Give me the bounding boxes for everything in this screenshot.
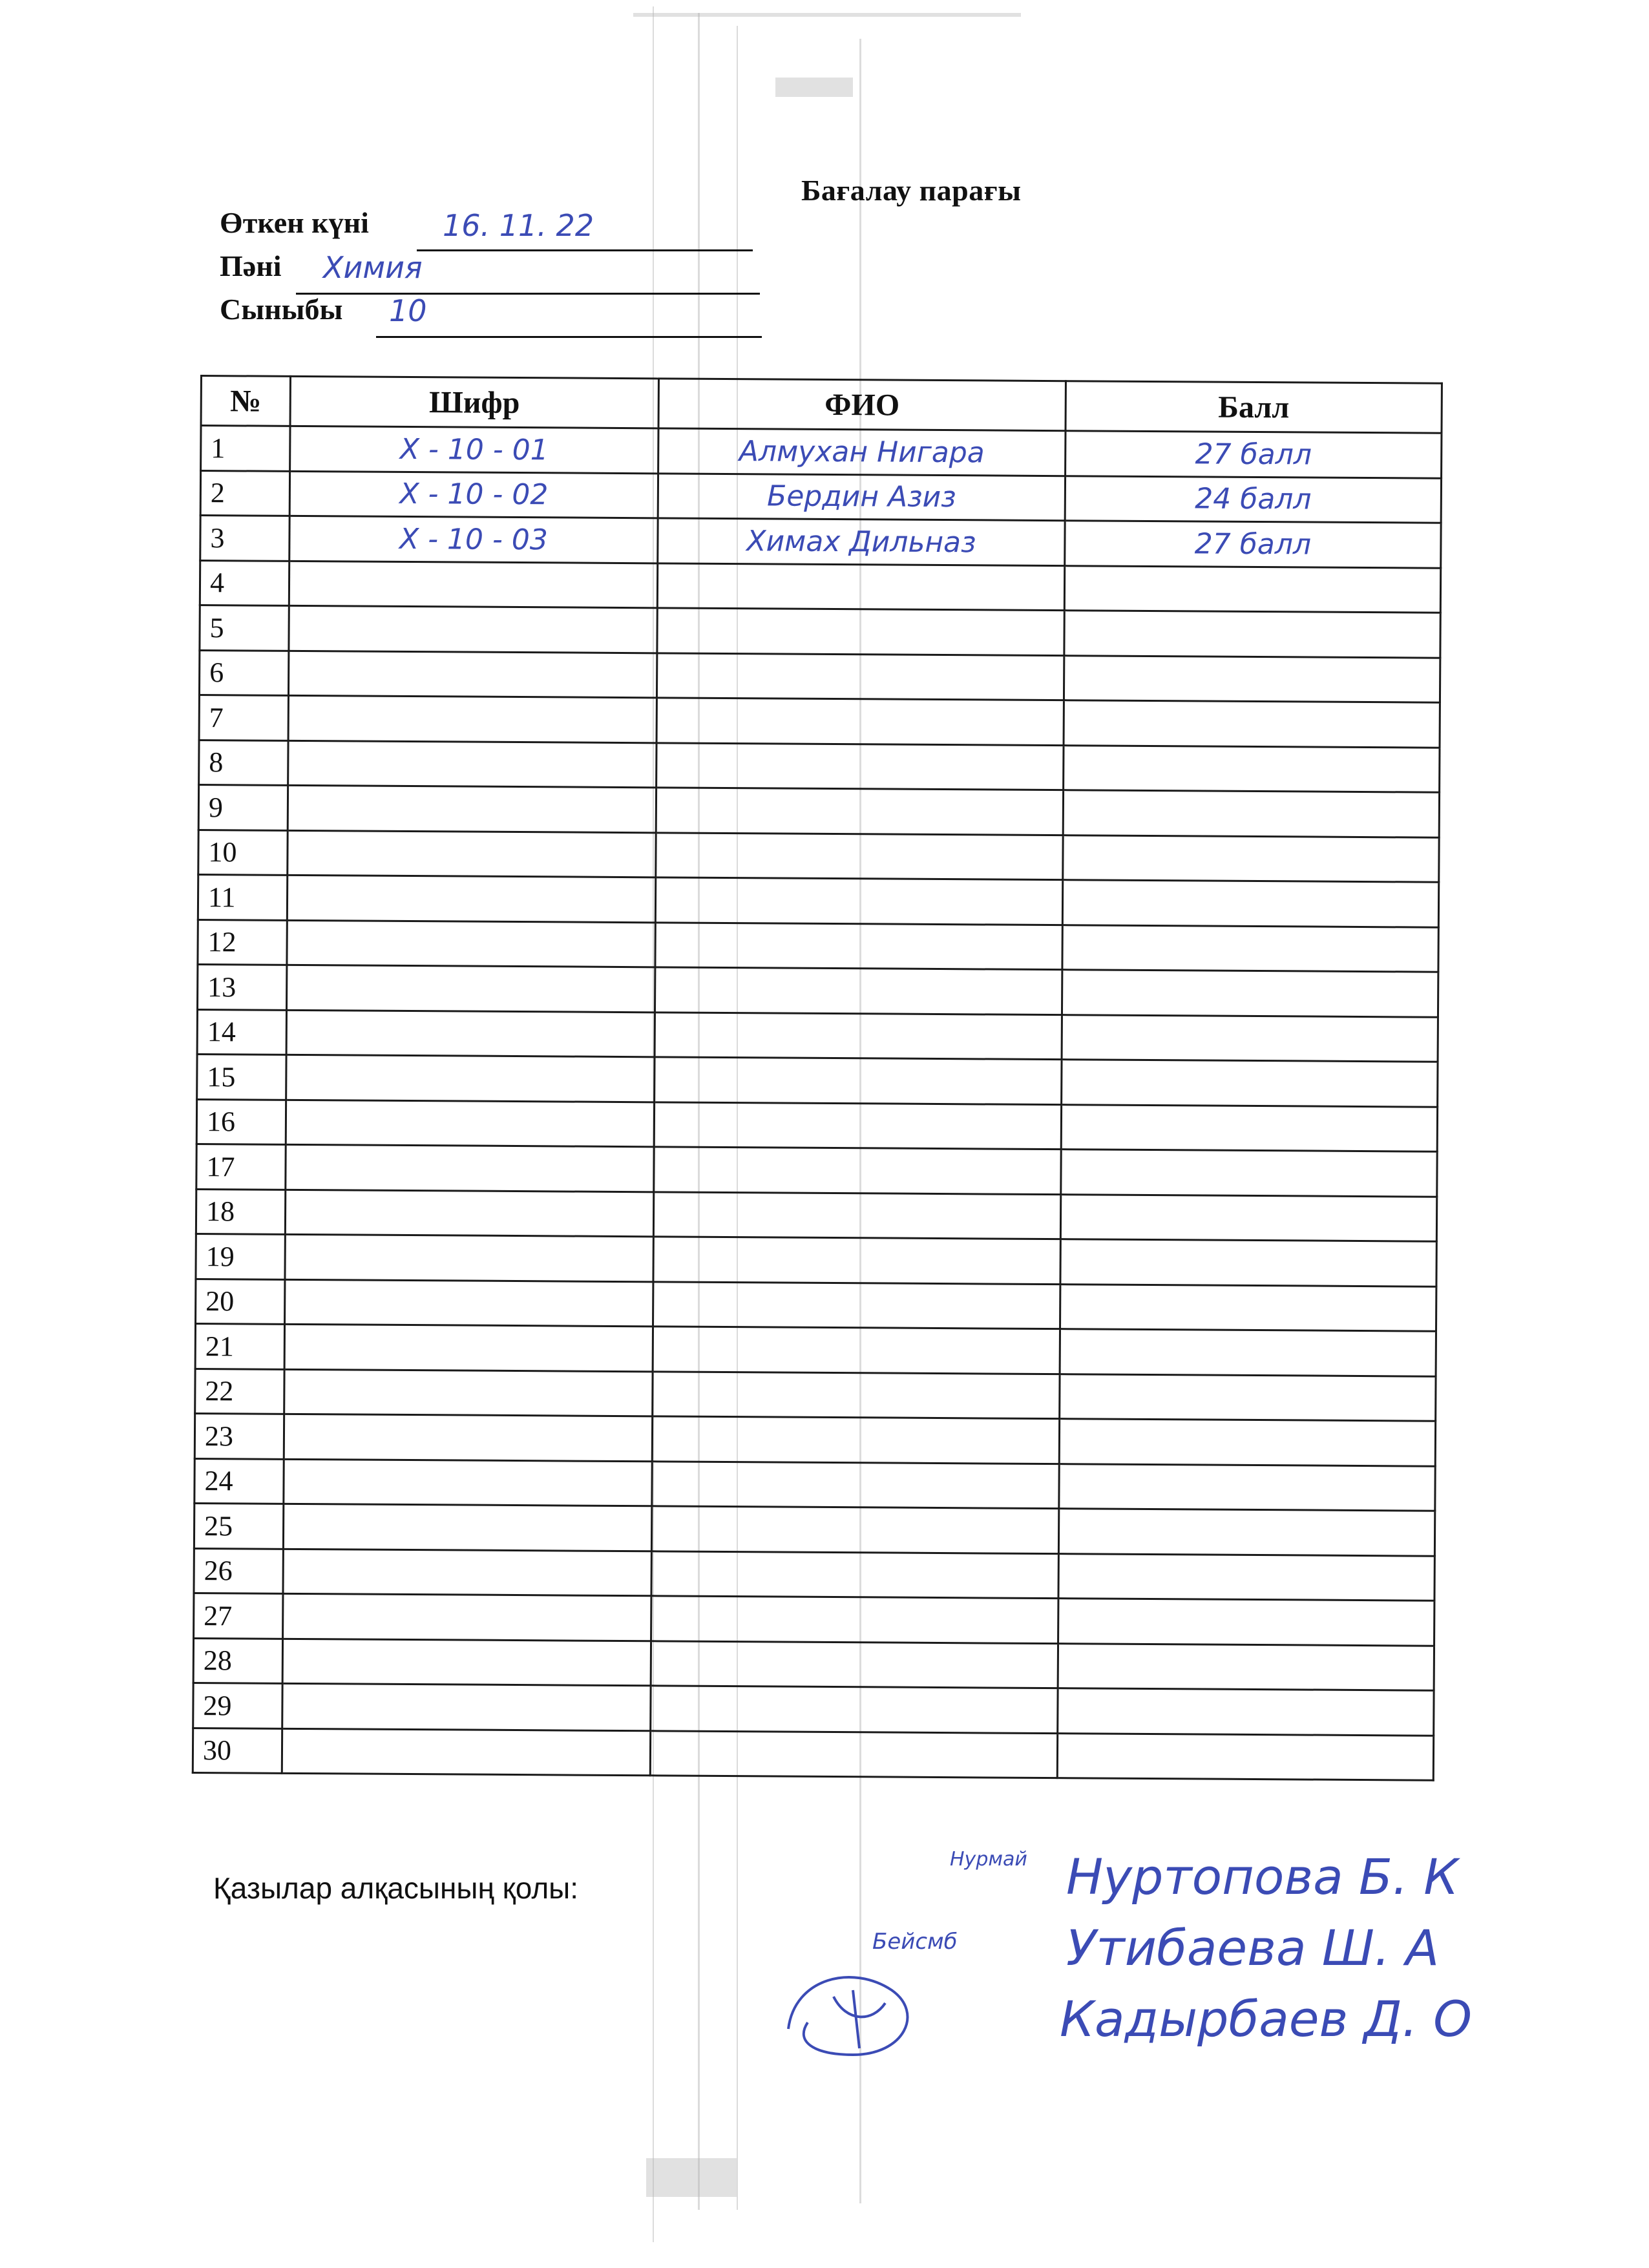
row-code: Х - 10 - 03 — [289, 516, 658, 563]
row-name — [656, 653, 1064, 700]
header-name: ФИО — [658, 379, 1066, 431]
row-number: 18 — [196, 1189, 285, 1234]
row-name — [653, 1237, 1060, 1284]
row-name — [655, 877, 1062, 925]
row-code — [286, 965, 655, 1012]
row-name — [656, 742, 1064, 790]
score-table — [192, 375, 1443, 1781]
row-name — [655, 1012, 1062, 1059]
row-score — [1064, 655, 1440, 702]
table-row — [196, 1234, 1436, 1286]
table-row — [195, 1323, 1436, 1376]
row-number: 29 — [193, 1683, 282, 1728]
row-code — [284, 1324, 653, 1371]
row-name — [655, 967, 1062, 1014]
class-value: 10 — [389, 293, 427, 328]
class-field — [220, 292, 427, 328]
row-number: 27 — [194, 1593, 283, 1638]
header-num: № — [201, 376, 290, 426]
row-code — [286, 1055, 655, 1102]
header-score: Балл — [1066, 381, 1442, 434]
row-score — [1063, 835, 1439, 882]
row-code — [285, 1279, 653, 1327]
row-score — [1059, 1464, 1435, 1511]
page-title: Бағалау парағы — [801, 174, 1022, 207]
row-name: Химах Дильназ — [658, 518, 1065, 565]
table-row — [194, 1548, 1434, 1601]
row-name — [651, 1596, 1058, 1643]
table-row — [200, 560, 1440, 613]
row-score — [1064, 700, 1440, 748]
row-code — [282, 1728, 650, 1776]
row-number: 4 — [200, 560, 289, 605]
row-name — [653, 1192, 1060, 1239]
row-number: 21 — [195, 1323, 284, 1369]
table-row — [200, 516, 1441, 568]
row-number: 3 — [200, 516, 289, 561]
row-number: 7 — [199, 695, 288, 740]
table-row — [195, 1369, 1436, 1421]
row-number: 12 — [198, 919, 287, 965]
row-code — [288, 830, 656, 877]
row-number: 8 — [199, 740, 288, 785]
row-code — [286, 1144, 654, 1192]
row-number: 30 — [193, 1728, 282, 1773]
table-row — [198, 784, 1439, 837]
table-row — [196, 1099, 1437, 1151]
row-score — [1058, 1688, 1434, 1736]
table-row — [196, 1144, 1437, 1196]
table-row — [200, 605, 1440, 658]
table-row — [198, 964, 1438, 1016]
row-name — [652, 1416, 1059, 1464]
row-code — [282, 1639, 651, 1686]
row-name — [656, 832, 1063, 879]
row-name — [657, 563, 1064, 610]
table-row — [194, 1503, 1434, 1555]
row-score — [1060, 1194, 1436, 1241]
date-field — [220, 205, 594, 243]
row-name — [656, 788, 1063, 835]
row-code: Х - 10 - 01 — [290, 426, 658, 473]
table-row — [198, 830, 1439, 882]
subject-label: Пәні — [220, 249, 282, 282]
class-label: Сыныбы — [220, 293, 343, 326]
row-score: 27 балл — [1066, 431, 1442, 478]
row-number: 5 — [200, 605, 289, 651]
signature-name-1: Нуртопова Б. К — [1066, 1848, 1459, 1906]
row-code — [283, 1593, 651, 1641]
row-code — [285, 1234, 653, 1281]
row-score — [1064, 565, 1440, 613]
row-number: 24 — [194, 1458, 284, 1504]
signatures-label: Қазылар алқасының қолы: — [213, 1871, 579, 1905]
row-number: 26 — [194, 1548, 283, 1593]
row-code — [288, 785, 656, 832]
row-name — [651, 1506, 1058, 1553]
date-value: 16. 11. 22 — [443, 208, 594, 243]
row-score — [1059, 1419, 1435, 1466]
signature-initial-2: Бейсмб — [872, 1929, 958, 1955]
row-score — [1060, 1329, 1436, 1376]
row-code — [288, 740, 656, 788]
row-score — [1064, 745, 1440, 792]
row-name — [651, 1641, 1058, 1688]
table-row — [199, 695, 1440, 747]
table-row — [193, 1683, 1434, 1735]
row-number: 28 — [193, 1638, 282, 1683]
row-name — [653, 1371, 1060, 1418]
row-code — [289, 605, 657, 653]
row-score — [1062, 1060, 1438, 1107]
row-number: 15 — [197, 1054, 286, 1099]
row-code — [286, 1100, 654, 1147]
row-number: 11 — [198, 874, 287, 919]
row-score — [1062, 970, 1438, 1017]
row-score — [1058, 1509, 1434, 1556]
row-number: 25 — [194, 1503, 283, 1548]
row-score — [1060, 1284, 1436, 1331]
header-code: Шифр — [290, 376, 658, 428]
row-name — [651, 1686, 1058, 1733]
table-row — [194, 1413, 1435, 1465]
row-number: 20 — [196, 1279, 285, 1324]
row-name — [654, 1102, 1061, 1149]
table-row — [201, 426, 1442, 478]
row-number: 13 — [198, 964, 287, 1009]
row-score — [1062, 1014, 1438, 1062]
table-row — [193, 1638, 1434, 1690]
subject-value: Химия — [323, 250, 423, 285]
row-code — [282, 1683, 651, 1730]
row-score — [1058, 1599, 1434, 1646]
row-name: Алмухан Нигара — [658, 428, 1066, 476]
table-row — [198, 874, 1438, 927]
table-row — [198, 919, 1438, 972]
row-score — [1062, 925, 1438, 972]
row-code: Х - 10 - 02 — [289, 471, 658, 518]
row-name — [653, 1327, 1060, 1374]
row-number: 6 — [199, 650, 288, 695]
row-score — [1058, 1553, 1434, 1601]
subject-field — [220, 249, 423, 285]
row-name: Бердин Азиз — [658, 473, 1065, 520]
row-code — [284, 1369, 653, 1416]
date-label: Өткен күні — [220, 206, 369, 239]
row-number: 1 — [201, 426, 290, 471]
row-code — [287, 920, 655, 967]
row-number: 17 — [196, 1144, 286, 1189]
row-name — [655, 922, 1062, 969]
row-code — [288, 651, 656, 698]
table-row — [197, 1009, 1438, 1062]
table-row — [196, 1279, 1436, 1331]
row-number: 14 — [197, 1009, 286, 1055]
signature-name-3: Кадырбаев Д. О — [1060, 1990, 1472, 2048]
signature-initial-1: Нурмай — [950, 1848, 1027, 1871]
table-header-row — [201, 376, 1442, 434]
row-score: 27 балл — [1065, 521, 1441, 568]
signature-name-2: Утибаева Ш. А — [1066, 1919, 1440, 1977]
row-score — [1060, 1374, 1436, 1421]
row-name — [655, 1057, 1062, 1104]
row-number: 9 — [198, 784, 288, 830]
row-code — [288, 695, 656, 742]
row-code — [283, 1504, 651, 1551]
row-number: 2 — [200, 470, 289, 516]
row-number: 19 — [196, 1234, 285, 1279]
class-underline — [376, 336, 762, 338]
row-number: 23 — [194, 1413, 284, 1458]
row-code — [284, 1459, 652, 1506]
table-row — [200, 470, 1441, 523]
row-score — [1061, 1150, 1437, 1197]
row-name — [651, 1551, 1058, 1598]
row-score — [1061, 1104, 1437, 1151]
row-code — [287, 875, 655, 922]
table-row — [196, 1189, 1436, 1241]
row-score — [1063, 790, 1439, 837]
table-row — [193, 1728, 1433, 1780]
date-underline — [417, 249, 753, 251]
subject-underline — [296, 293, 760, 295]
row-code — [283, 1549, 651, 1596]
row-score — [1057, 1733, 1433, 1780]
row-number: 16 — [196, 1099, 286, 1144]
row-code — [284, 1414, 652, 1461]
row-name — [653, 1281, 1060, 1328]
row-score — [1060, 1239, 1436, 1286]
row-name — [654, 1147, 1061, 1194]
signature-scribble — [775, 1951, 943, 2068]
table-row — [197, 1054, 1438, 1106]
score-table-wrap — [192, 375, 1467, 1804]
row-score — [1062, 880, 1438, 927]
row-code — [286, 1010, 655, 1057]
row-number: 22 — [195, 1369, 284, 1414]
table-row — [194, 1593, 1434, 1645]
row-code — [289, 561, 657, 608]
row-score: 24 балл — [1065, 476, 1441, 523]
table-row — [199, 740, 1440, 792]
row-name — [657, 608, 1064, 655]
table-row — [194, 1458, 1435, 1511]
row-score — [1058, 1643, 1434, 1690]
table-row — [199, 650, 1440, 702]
row-name — [656, 698, 1064, 745]
row-code — [285, 1190, 653, 1237]
row-number: 10 — [198, 830, 288, 875]
row-score — [1064, 611, 1440, 658]
row-name — [650, 1730, 1057, 1778]
row-name — [652, 1461, 1059, 1508]
